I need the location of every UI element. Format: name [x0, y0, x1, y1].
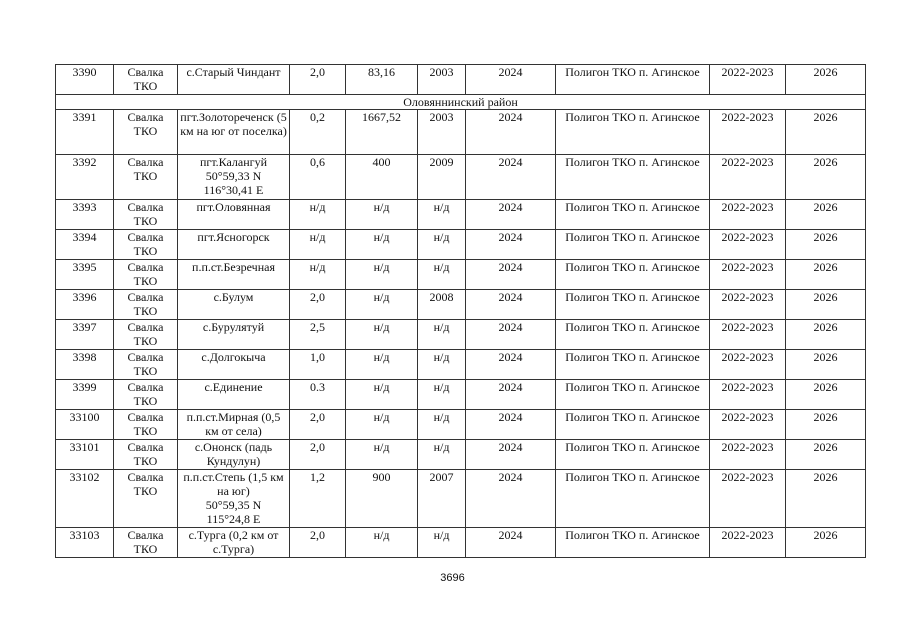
- row-type: Свалка ТКО: [114, 155, 178, 200]
- row-id: 3398: [56, 350, 114, 380]
- table-row: [56, 380, 866, 410]
- table-row: [56, 110, 866, 155]
- table-row: [56, 260, 866, 290]
- row-volume: н/д: [346, 290, 418, 320]
- row-id: 3397: [56, 320, 114, 350]
- row-polygon: Полигон ТКО п. Агинское: [556, 380, 710, 410]
- row-type: Свалка ТКО: [114, 200, 178, 230]
- row-final-year: 2026: [786, 410, 866, 440]
- table-row: [56, 350, 866, 380]
- row-year: 2003: [418, 110, 466, 155]
- row-area: 2,5: [290, 320, 346, 350]
- row-area: 2,0: [290, 440, 346, 470]
- row-area: 1,2: [290, 470, 346, 528]
- page-number: 3696: [440, 572, 465, 584]
- row-final-year: 2026: [786, 350, 866, 380]
- row-id: 3391: [56, 110, 114, 155]
- row-volume: н/д: [346, 410, 418, 440]
- row-area: 1,0: [290, 350, 346, 380]
- row-final-year: 2026: [786, 470, 866, 528]
- row-close-year: 2024: [466, 380, 556, 410]
- row-location: с.Ононск (падь Кундулун): [178, 440, 290, 470]
- landfill-table: [55, 64, 866, 558]
- row-final-year: 2026: [786, 380, 866, 410]
- row-volume: н/д: [346, 320, 418, 350]
- row-final-year: 2026: [786, 320, 866, 350]
- row-id: 33103: [56, 528, 114, 558]
- row-final-year: 2026: [786, 200, 866, 230]
- row-type: Свалка ТКО: [114, 528, 178, 558]
- row-polygon: Полигон ТКО п. Агинское: [556, 470, 710, 528]
- row-polygon: Полигон ТКО п. Агинское: [556, 528, 710, 558]
- row-location: п.п.ст.Мирная (0,5 км от села): [178, 410, 290, 440]
- row-year: н/д: [418, 320, 466, 350]
- row-final-year: 2026: [786, 65, 866, 95]
- row-period: 2022-2023: [710, 155, 786, 200]
- row-year: н/д: [418, 350, 466, 380]
- row-close-year: 2024: [466, 350, 556, 380]
- row-close-year: 2024: [466, 65, 556, 95]
- table-row: [56, 440, 866, 470]
- row-close-year: 2024: [466, 440, 556, 470]
- row-location: с.Бурулятуй: [178, 320, 290, 350]
- table-row: [56, 200, 866, 230]
- row-type: Свалка ТКО: [114, 410, 178, 440]
- row-close-year: 2024: [466, 230, 556, 260]
- table-row: [56, 320, 866, 350]
- row-id: 3396: [56, 290, 114, 320]
- row-location: пгт.Ясногорск: [178, 230, 290, 260]
- row-location: с.Турга (0,2 км от с.Турга): [178, 528, 290, 558]
- row-period: 2022-2023: [710, 200, 786, 230]
- row-period: 2022-2023: [710, 410, 786, 440]
- row-close-year: 2024: [466, 528, 556, 558]
- row-type: Свалка ТКО: [114, 320, 178, 350]
- row-year: н/д: [418, 260, 466, 290]
- row-id: 3393: [56, 200, 114, 230]
- row-volume: н/д: [346, 260, 418, 290]
- row-polygon: Полигон ТКО п. Агинское: [556, 65, 710, 95]
- table-row: [56, 155, 866, 200]
- row-polygon: Полигон ТКО п. Агинское: [556, 440, 710, 470]
- row-period: 2022-2023: [710, 470, 786, 528]
- row-volume: 900: [346, 470, 418, 528]
- table-row: [56, 410, 866, 440]
- row-year: н/д: [418, 380, 466, 410]
- row-close-year: 2024: [466, 470, 556, 528]
- row-location: пгт.Оловянная: [178, 200, 290, 230]
- row-period: 2022-2023: [710, 290, 786, 320]
- row-year: 2009: [418, 155, 466, 200]
- row-period: 2022-2023: [710, 350, 786, 380]
- row-period: 2022-2023: [710, 528, 786, 558]
- row-id: 3395: [56, 260, 114, 290]
- row-polygon: Полигон ТКО п. Агинское: [556, 320, 710, 350]
- row-polygon: Полигон ТКО п. Агинское: [556, 290, 710, 320]
- row-volume: н/д: [346, 230, 418, 260]
- row-location: с.Долгокыча: [178, 350, 290, 380]
- row-type: Свалка ТКО: [114, 290, 178, 320]
- row-year: 2003: [418, 65, 466, 95]
- row-location: с.Единение: [178, 380, 290, 410]
- row-area: 2,0: [290, 65, 346, 95]
- row-polygon: Полигон ТКО п. Агинское: [556, 155, 710, 200]
- row-location: с.Булум: [178, 290, 290, 320]
- row-id: 3390: [56, 65, 114, 95]
- row-location: пгт.Золотореченск (5 км на юг от поселка): [178, 110, 290, 155]
- row-area: 2,0: [290, 410, 346, 440]
- row-year: н/д: [418, 528, 466, 558]
- table-row: [56, 290, 866, 320]
- row-location: п.п.ст.Степь (1,5 км на юг) 50°59,35 N 115°24,8 E: [178, 470, 290, 528]
- row-period: 2022-2023: [710, 110, 786, 155]
- row-area: 0,2: [290, 110, 346, 155]
- table-row: [56, 230, 866, 260]
- row-area: н/д: [290, 200, 346, 230]
- table-row: [56, 528, 866, 558]
- row-close-year: 2024: [466, 320, 556, 350]
- row-volume: 400: [346, 155, 418, 200]
- row-area: 2,0: [290, 290, 346, 320]
- row-final-year: 2026: [786, 440, 866, 470]
- row-type: Свалка ТКО: [114, 260, 178, 290]
- row-type: Свалка ТКО: [114, 470, 178, 528]
- row-year: 2007: [418, 470, 466, 528]
- row-year: н/д: [418, 200, 466, 230]
- row-final-year: 2026: [786, 155, 866, 200]
- row-period: 2022-2023: [710, 230, 786, 260]
- row-type: Свалка ТКО: [114, 440, 178, 470]
- row-close-year: 2024: [466, 260, 556, 290]
- row-id: 33102: [56, 470, 114, 528]
- row-area: 2,0: [290, 528, 346, 558]
- row-location: с.Старый Чиндант: [178, 65, 290, 95]
- row-volume: н/д: [346, 350, 418, 380]
- row-year: н/д: [418, 440, 466, 470]
- row-period: 2022-2023: [710, 65, 786, 95]
- row-year: н/д: [418, 230, 466, 260]
- row-final-year: 2026: [786, 110, 866, 155]
- row-id: 33101: [56, 440, 114, 470]
- row-year: 2008: [418, 290, 466, 320]
- row-area: н/д: [290, 230, 346, 260]
- row-close-year: 2024: [466, 155, 556, 200]
- row-close-year: 2024: [466, 410, 556, 440]
- row-final-year: 2026: [786, 230, 866, 260]
- row-id: 3399: [56, 380, 114, 410]
- row-final-year: 2026: [786, 290, 866, 320]
- row-type: Свалка ТКО: [114, 350, 178, 380]
- row-id: 33100: [56, 410, 114, 440]
- row-volume: н/д: [346, 380, 418, 410]
- row-period: 2022-2023: [710, 440, 786, 470]
- row-close-year: 2024: [466, 200, 556, 230]
- row-close-year: 2024: [466, 290, 556, 320]
- row-type: Свалка ТКО: [114, 65, 178, 95]
- row-volume: н/д: [346, 200, 418, 230]
- row-close-year: 2024: [466, 110, 556, 155]
- row-type: Свалка ТКО: [114, 230, 178, 260]
- row-final-year: 2026: [786, 260, 866, 290]
- row-volume: 83,16: [346, 65, 418, 95]
- row-polygon: Полигон ТКО п. Агинское: [556, 410, 710, 440]
- row-volume: 1667,52: [346, 110, 418, 155]
- row-location: пгт.Калангуй 50°59,33 N 116°30,41 E: [178, 155, 290, 200]
- row-year: н/д: [418, 410, 466, 440]
- row-polygon: Полигон ТКО п. Агинское: [556, 200, 710, 230]
- row-area: 0.3: [290, 380, 346, 410]
- row-period: 2022-2023: [710, 320, 786, 350]
- row-polygon: Полигон ТКО п. Агинское: [556, 260, 710, 290]
- row-area: н/д: [290, 260, 346, 290]
- row-volume: н/д: [346, 440, 418, 470]
- row-type: Свалка ТКО: [114, 110, 178, 155]
- row-type: Свалка ТКО: [114, 380, 178, 410]
- row-location: п.п.ст.Безречная: [178, 260, 290, 290]
- row-polygon: Полигон ТКО п. Агинское: [556, 110, 710, 155]
- table-row: [56, 470, 866, 528]
- section-title: Оловяннинский район: [56, 95, 866, 110]
- row-volume: н/д: [346, 528, 418, 558]
- row-final-year: 2026: [786, 528, 866, 558]
- table-row: [56, 65, 866, 95]
- row-polygon: Полигон ТКО п. Агинское: [556, 350, 710, 380]
- row-period: 2022-2023: [710, 380, 786, 410]
- row-id: 3394: [56, 230, 114, 260]
- row-area: 0,6: [290, 155, 346, 200]
- section-row: [56, 95, 866, 110]
- row-id: 3392: [56, 155, 114, 200]
- row-polygon: Полигон ТКО п. Агинское: [556, 230, 710, 260]
- row-period: 2022-2023: [710, 260, 786, 290]
